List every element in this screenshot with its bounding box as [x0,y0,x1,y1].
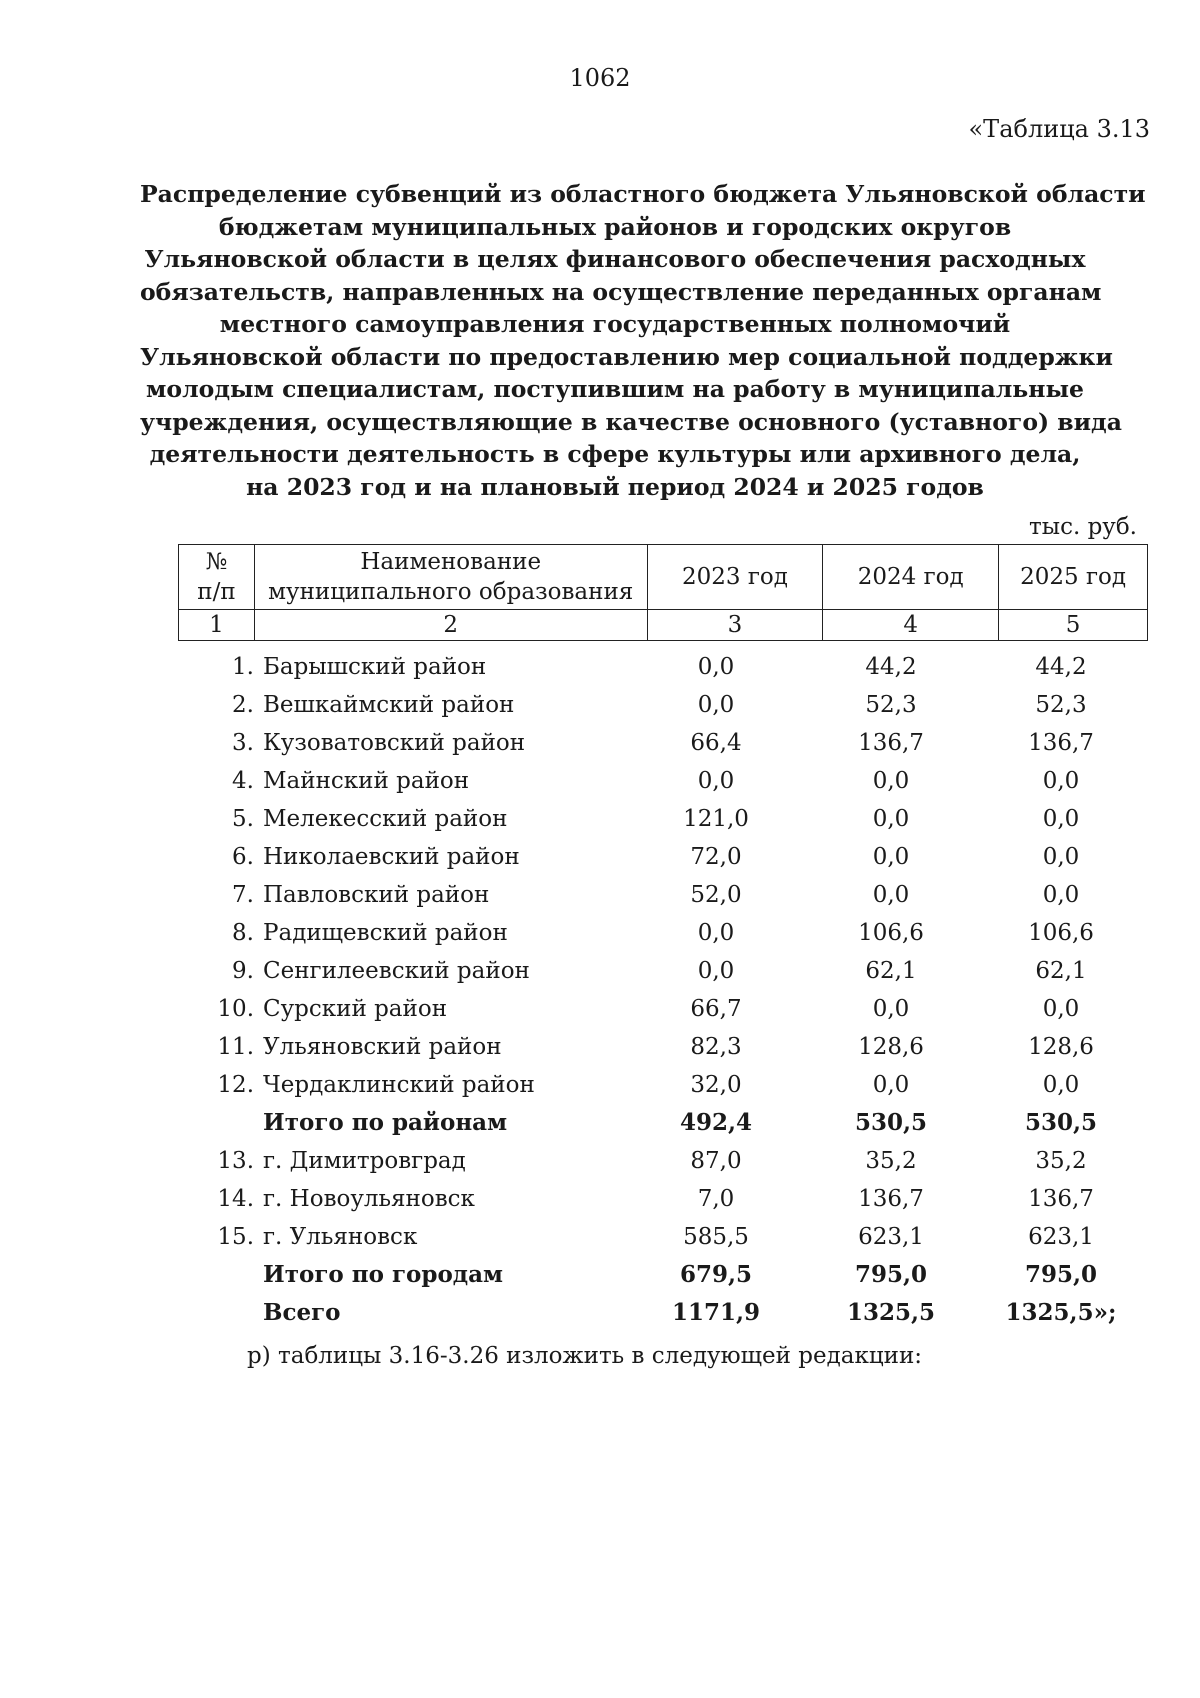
municipality-name: Павловский район [263,882,490,908]
table-row [178,1066,1148,1104]
row-number: 4. [232,768,254,794]
table-body [178,648,1148,1332]
document-title [140,178,1146,503]
municipality-name: Сенгилеевский район [263,958,530,984]
municipality-name: Вешкаймский район [263,692,515,718]
value-2023: 66,7 [690,996,742,1022]
value-2024: 1325,5 [846,1299,936,1326]
value-2024: 128,6 [858,1034,924,1060]
value-2025: 623,1 [1028,1224,1094,1250]
value-2024: 0,0 [872,882,910,908]
row-number: 2. [232,692,254,718]
value-2023: 492,4 [679,1109,753,1136]
table-row [178,1142,1148,1180]
table-row [178,914,1148,952]
table-row [178,876,1148,914]
value-2023: 0,0 [697,920,735,946]
table-row [178,990,1148,1028]
row-number: 15. [217,1224,254,1250]
municipality-name: г. Новоульяновск [263,1186,475,1212]
title-line: Ульяновской области по предоставлению мер социальной поддержки [140,342,1113,371]
value-2023: 0,0 [697,768,735,794]
value-2024: 795,0 [854,1261,928,1288]
municipality-name: Николаевский район [263,844,520,870]
value-2025: 106,6 [1028,920,1094,946]
value-2024: 0,0 [872,844,910,870]
value-2023: 0,0 [697,654,735,680]
table-row [178,762,1148,800]
row-number: 12. [217,1072,254,1098]
table-row [178,1218,1148,1256]
row-number: 7. [232,882,254,908]
table-row [178,648,1148,686]
value-2023: 585,5 [683,1224,749,1250]
table-total-row [178,1294,1148,1332]
municipality-name: Итого по районам [263,1109,508,1136]
value-2025: 52,3 [1035,692,1087,718]
value-2023: 87,0 [690,1148,742,1174]
municipality-name: Мелекесский район [263,806,508,832]
table-row [178,686,1148,724]
row-number: 8. [232,920,254,946]
value-2025: 62,1 [1035,958,1087,984]
value-2025: 0,0 [1042,844,1080,870]
row-number: 1. [232,654,254,680]
value-2024: 0,0 [872,1072,910,1098]
row-number: 9. [232,958,254,984]
value-2024: 0,0 [872,996,910,1022]
row-number: 3. [232,730,254,756]
table-total-row [178,1256,1148,1294]
value-2023: 66,4 [690,730,742,756]
value-2024: 35,2 [865,1148,917,1174]
footer-text: р) таблицы 3.16-3.26 изложить в следующей редакции: [247,1343,923,1369]
value-2024: 530,5 [854,1109,928,1136]
table-row [178,724,1148,762]
column-number: 1 [179,610,255,641]
value-2023: 82,3 [690,1034,742,1060]
value-2024: 623,1 [858,1224,924,1250]
value-2024: 0,0 [872,768,910,794]
row-number: 10. [217,996,254,1022]
value-2023: 32,0 [690,1072,742,1098]
table-label: «Таблица 3.13 [968,115,1150,143]
header-name-line2: муниципального образования [268,579,634,605]
value-2024: 136,7 [858,1186,924,1212]
municipality-name: Барышский район [263,654,487,680]
header-name-line1: Наименование [360,549,542,575]
value-2025: 44,2 [1035,654,1087,680]
title-line: бюджетам муниципальных районов и городских округов [218,212,1012,241]
table-row [178,800,1148,838]
value-2025: 35,2 [1035,1148,1087,1174]
row-number: 11. [217,1034,254,1060]
title-line: Ульяновской области в целях финансового обеспечения расходных [144,245,1086,273]
value-2023: 0,0 [697,958,735,984]
units-label: тыс. руб. [1029,514,1137,540]
value-2025: 1325,5»; [1005,1299,1117,1326]
municipality-name: Итого по городам [263,1261,504,1288]
value-2024: 0,0 [872,806,910,832]
value-2025: 136,7 [1028,730,1094,756]
header-name [254,545,647,610]
value-2023: 72,0 [690,844,742,870]
value-2023: 1171,9 [671,1299,761,1326]
value-2024: 52,3 [865,692,917,718]
value-2025: 136,7 [1028,1186,1094,1212]
municipality-name: Сурский район [263,996,448,1022]
column-number: 4 [823,610,999,641]
value-2023: 52,0 [690,882,742,908]
municipality-name: г. Димитровград [263,1148,466,1174]
table-row [178,1028,1148,1066]
title-line: местного самоуправления государственных полномочий [219,310,1011,338]
page-number: 1062 [569,64,631,92]
value-2025: 0,0 [1042,806,1080,832]
value-2024: 136,7 [858,730,924,756]
value-2023: 121,0 [683,806,749,832]
value-2025: 0,0 [1042,1072,1080,1098]
subvention-table-header [178,544,1148,641]
value-2024: 44,2 [865,654,917,680]
header-2023: 2023 год [647,545,823,610]
value-2024: 62,1 [865,958,917,984]
municipality-name: Ульяновский район [263,1034,502,1060]
title-line: деятельности деятельность в сфере культуры или архивного дела, [149,440,1081,468]
municipality-name: Чердаклинский район [263,1072,535,1098]
row-number: 13. [217,1148,254,1174]
value-2025: 0,0 [1042,768,1080,794]
title-line: Распределение субвенций из областного бюджета Ульяновской области [140,180,1146,208]
header-2024: 2024 год [823,545,999,610]
value-2025: 795,0 [1024,1261,1098,1288]
value-2023: 0,0 [697,692,735,718]
table-row [178,1180,1148,1218]
title-line: обязательств, направленных на осуществление переданных органам [140,277,1102,306]
value-2023: 679,5 [679,1261,753,1288]
header-num [179,545,255,610]
column-number: 2 [254,610,647,641]
header-num-line1: № [205,549,228,575]
title-line: молодым специалистам, поступившим на работу в муниципальные [146,375,1084,403]
value-2025: 128,6 [1028,1034,1094,1060]
value-2025: 0,0 [1042,996,1080,1022]
row-number: 5. [232,806,254,832]
column-number: 3 [647,610,823,641]
value-2025: 530,5 [1024,1109,1098,1136]
municipality-name: Всего [263,1299,341,1326]
table-total-row [178,1104,1148,1142]
table-row [178,952,1148,990]
municipality-name: г. Ульяновск [263,1224,418,1250]
value-2024: 106,6 [858,920,924,946]
title-line: на 2023 год и на плановый период 2024 и 2025 годов [246,472,984,501]
header-row [179,545,1148,610]
row-number: 6. [232,844,254,870]
table-row [178,838,1148,876]
column-number-row [179,610,1148,641]
municipality-name: Радищевский район [263,920,508,946]
title-line: учреждения, осуществляющие в качестве основного (уставного) вида [140,407,1122,436]
header-num-line2: п/п [197,579,236,605]
row-number: 14. [217,1186,254,1212]
municipality-name: Майнский район [263,768,470,794]
header-2025: 2025 год [999,545,1148,610]
municipality-name: Кузоватовский район [263,730,526,756]
value-2023: 7,0 [697,1186,735,1212]
column-number: 5 [999,610,1148,641]
value-2025: 0,0 [1042,882,1080,908]
